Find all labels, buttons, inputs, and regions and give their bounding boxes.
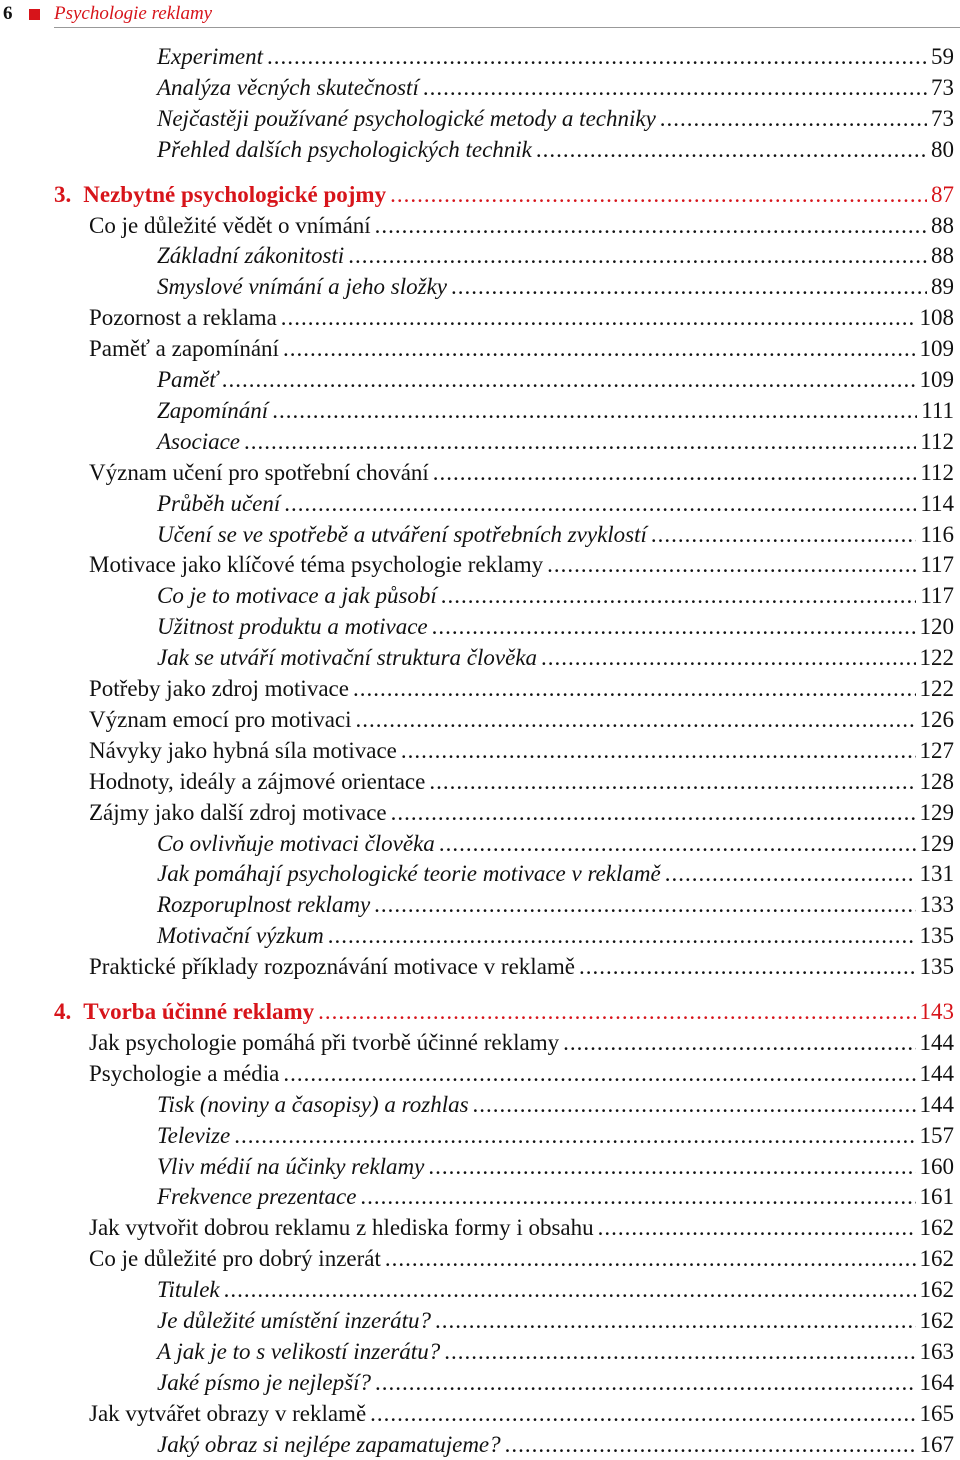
toc-entry [89, 736, 954, 766]
page-number: 6 [3, 3, 13, 24]
toc-entry [157, 1275, 954, 1305]
toc-entry-page: 165 [919, 1400, 954, 1426]
toc-entry-title: Průběh učení [157, 490, 281, 516]
toc-entry-page: 89 [931, 274, 954, 300]
toc-entry [157, 365, 954, 395]
red-square-icon [29, 9, 40, 20]
toc-entry-page: 135 [919, 923, 954, 949]
dot-leader [318, 997, 915, 1027]
toc-entry [157, 1430, 954, 1460]
toc-entry-title: Je důležité umístění inzerátu? [157, 1308, 432, 1333]
toc-entry-page: 120 [919, 614, 954, 640]
toc-entry-title: Smyslové vnímání a jeho složky [157, 274, 447, 300]
toc-entry [89, 1244, 954, 1274]
toc-entry-title: Jak pomáhají psychologické teorie motivace v reklamě [157, 861, 661, 887]
toc-entry-title: Učení se ve spotřebě a utváření spotřebních zvyklostí [157, 521, 647, 547]
toc-entry-title: Jak vytvářet obrazy v reklamě [89, 1400, 367, 1426]
toc-entry-page: 80 [931, 136, 954, 162]
toc-entry [89, 674, 954, 704]
dot-leader [385, 1244, 916, 1274]
toc-entry-page: 88 [931, 243, 954, 269]
toc-entry-title: Psychologie a média [89, 1060, 280, 1086]
dot-leader [390, 180, 927, 210]
toc-entry-title: Experiment [157, 44, 264, 69]
toc-entry-title: Význam emocí pro motivaci [89, 706, 352, 732]
toc-entry-title: Televize [157, 1122, 231, 1148]
toc-entry-title: Jaké písmo je nejlepší? [157, 1369, 371, 1395]
toc-entry [89, 303, 954, 333]
toc-entry-page: 144 [919, 1091, 954, 1117]
dot-leader [429, 767, 915, 797]
dot-leader [579, 952, 916, 982]
dot-leader [451, 272, 927, 302]
toc-entry-title: Návyky jako hybná síla motivace [89, 737, 397, 763]
toc-entry [89, 705, 954, 735]
toc-entry-title: Nejčastěji používané psychologické metody a techniky [157, 105, 656, 131]
dot-leader [541, 643, 915, 673]
toc-entry [157, 1152, 954, 1182]
toc-entry-page: 114 [920, 490, 954, 516]
dot-leader [375, 211, 927, 241]
toc-entry [89, 1059, 954, 1089]
toc-entry [157, 42, 954, 72]
dot-leader [272, 396, 917, 426]
toc-entry-title: Motivační výzkum [157, 923, 324, 949]
dot-leader [435, 1306, 915, 1336]
toc-entry-title: Pozornost a reklama [89, 305, 277, 331]
toc-entry [157, 1182, 954, 1212]
dot-leader [473, 1090, 916, 1120]
toc-entry-title: Co je důležité vědět o vnímání [89, 212, 371, 238]
toc-entry-page: 128 [919, 768, 954, 794]
toc-entry-title: Jak se utváří motivační struktura člověka [157, 645, 538, 671]
toc-entry-page: 116 [920, 521, 954, 547]
toc-entry [89, 952, 954, 982]
toc-entry [157, 890, 954, 920]
dot-leader [244, 427, 916, 457]
toc-entry [157, 396, 954, 426]
toc-entry-title: Frekvence prezentace [157, 1184, 357, 1210]
toc-entry [157, 1368, 954, 1398]
toc-entry-page: 167 [919, 1431, 954, 1457]
dot-leader [536, 135, 927, 165]
toc-entry-page: 135 [919, 954, 954, 980]
toc-entry-page: 157 [919, 1122, 954, 1148]
toc-entry [157, 427, 954, 457]
dot-leader [444, 1337, 915, 1367]
toc-entry [157, 829, 954, 859]
toc-entry [157, 1306, 954, 1336]
toc-entry-title: Co ovlivňuje motivaci člověka [157, 830, 435, 856]
toc-entry-page: 117 [920, 552, 954, 578]
toc-entry-title: Titulek [157, 1277, 220, 1303]
toc-entry [89, 458, 954, 488]
toc-entry-title: Analýza věcných skutečností [157, 74, 419, 100]
toc-chapter [54, 997, 954, 1027]
dot-leader [563, 1028, 915, 1058]
toc-entry-page: 164 [919, 1369, 954, 1395]
toc-entry [157, 104, 954, 134]
toc-entry-title: Zapomínání [157, 397, 269, 423]
toc-entry-page: 122 [919, 676, 954, 701]
dot-leader [391, 798, 916, 828]
toc-entry-page: 117 [920, 583, 954, 609]
running-header [0, 0, 960, 30]
toc-entry-title: Potřeby jako zdroj motivace [89, 676, 349, 701]
toc-entry-page: 112 [920, 428, 954, 454]
toc-entry [157, 520, 954, 550]
toc-entry-title: Tvorba účinné reklamy [83, 999, 315, 1024]
toc-entry-page: 129 [919, 830, 954, 856]
toc-entry [89, 1028, 954, 1058]
toc-entry-page: 162 [919, 1246, 954, 1272]
toc-entry-title: Motivace jako klíčové téma psychologie reklamy [89, 552, 544, 578]
toc-entry-page: 122 [919, 645, 954, 671]
toc-entry-page: 109 [919, 367, 954, 392]
dot-leader [222, 365, 916, 395]
toc-entry [89, 767, 954, 797]
dot-leader [353, 674, 916, 704]
dot-leader [283, 1059, 915, 1089]
dot-leader [651, 520, 916, 550]
toc-entry-page: 127 [919, 737, 954, 763]
header-rule [54, 27, 960, 28]
toc-entry-title: Přehled dalších psychologických technik [157, 136, 532, 162]
toc-entry-page: 73 [931, 74, 954, 100]
toc-entry-page: 88 [931, 212, 954, 238]
dot-leader [374, 890, 915, 920]
toc-entry-title: Hodnoty, ideály a zájmové orientace [89, 768, 426, 794]
toc-entry-page: 131 [919, 861, 954, 887]
toc-entry-page: 162 [919, 1277, 954, 1303]
toc-entry [89, 211, 954, 241]
toc-entry [157, 859, 954, 889]
toc-entry-page: 112 [920, 459, 954, 485]
dot-leader [224, 1275, 916, 1305]
dot-leader [439, 829, 916, 859]
toc-entry-title: Paměť a zapomínání [89, 336, 279, 362]
toc-entry-page: 59 [931, 44, 954, 69]
toc-entry-page: 144 [919, 1060, 954, 1086]
toc-entry-title: Co je důležité pro dobrý inzerát [89, 1246, 381, 1272]
toc-entry-page: 111 [921, 397, 954, 423]
toc-entry-title: Nezbytné psychologické pojmy [83, 181, 387, 207]
toc-entry [157, 1090, 954, 1120]
toc-entry [89, 1213, 954, 1243]
toc-entry-title: Rozporuplnost reklamy [157, 892, 371, 918]
toc-entry-title: Praktické příklady rozpoznávání motivace v reklamě [89, 954, 575, 980]
toc-entry [157, 241, 954, 271]
toc-entry-title: Význam učení pro spotřební chování [89, 459, 429, 485]
toc-entry [157, 1121, 954, 1151]
toc-entry [157, 1337, 954, 1367]
dot-leader [547, 550, 916, 580]
toc-entry [157, 612, 954, 642]
toc-entry-title: Zájmy jako další zdroj motivace [89, 799, 387, 825]
toc-entry-title: A jak je to s velikostí inzerátu? [157, 1338, 441, 1364]
dot-leader [432, 612, 916, 642]
toc-entry-page: 161 [919, 1184, 954, 1210]
toc-entry-title: Vliv médií na účinky reklamy [157, 1153, 425, 1179]
toc-entry-title: Základní zákonitosti [157, 243, 345, 269]
toc-entry-title: Co je to motivace a jak působí [157, 583, 437, 609]
toc-entry [89, 550, 954, 580]
toc-entry-title: Paměť [157, 367, 218, 392]
toc-entry-page: 87 [931, 181, 954, 207]
toc-entry-title: Užitnost produktu a motivace [157, 614, 428, 640]
toc-entry [157, 921, 954, 951]
dot-leader [423, 73, 927, 103]
toc-entry-page: 108 [919, 305, 954, 331]
toc-entry [157, 135, 954, 165]
book-title: Psychologie reklamy [54, 3, 213, 24]
dot-leader [328, 921, 916, 951]
dot-leader [356, 705, 916, 735]
dot-leader [401, 736, 916, 766]
toc-entry [157, 581, 954, 611]
dot-leader [234, 1121, 915, 1151]
dot-leader [284, 489, 916, 519]
toc-entry-title: Jak vytvořit dobrou reklamu z hlediska formy i obsahu [89, 1215, 594, 1241]
chapter-number: 4. [54, 999, 72, 1024]
toc-entry-page: 129 [919, 799, 954, 825]
toc-entry-page: 143 [919, 999, 954, 1024]
toc-entry-title: Jaký obraz si nejlépe zapamatujeme? [157, 1431, 501, 1457]
dot-leader [267, 42, 927, 72]
toc-entry-page: 126 [919, 706, 954, 732]
chapter-number: 3. [54, 181, 72, 207]
toc-entry [89, 1399, 954, 1429]
dot-leader [660, 104, 927, 134]
dot-leader [665, 859, 916, 889]
dot-leader [598, 1213, 916, 1243]
toc-entry-page: 73 [931, 105, 954, 131]
dot-leader [348, 241, 927, 271]
toc-entry-page: 144 [919, 1029, 954, 1055]
dot-leader [281, 303, 916, 333]
toc-entry-page: 162 [919, 1215, 954, 1241]
dot-leader [283, 334, 916, 364]
toc-entry [89, 334, 954, 364]
dot-leader [433, 458, 917, 488]
toc-entry-title: Tisk (noviny a časopisy) a rozhlas [157, 1091, 469, 1117]
dot-leader [375, 1368, 916, 1398]
toc-entry [157, 489, 954, 519]
toc-entry-page: 160 [919, 1153, 954, 1179]
toc-entry-page: 162 [919, 1308, 954, 1333]
dot-leader [428, 1152, 915, 1182]
dot-leader [370, 1399, 915, 1429]
dot-leader [505, 1430, 916, 1460]
toc-entry [89, 798, 954, 828]
toc-entry-page: 133 [919, 892, 954, 918]
toc-entry [157, 73, 954, 103]
toc-entry-page: 109 [919, 336, 954, 362]
toc-entry [157, 643, 954, 673]
dot-leader [441, 581, 917, 611]
toc-entry-title: Jak psychologie pomáhá při tvorbě účinné reklamy [89, 1029, 560, 1055]
dot-leader [360, 1182, 915, 1212]
toc-chapter [54, 180, 954, 210]
toc-entry [157, 272, 954, 302]
toc-entry-title: Asociace [157, 428, 241, 454]
toc-entry-page: 163 [919, 1338, 954, 1364]
